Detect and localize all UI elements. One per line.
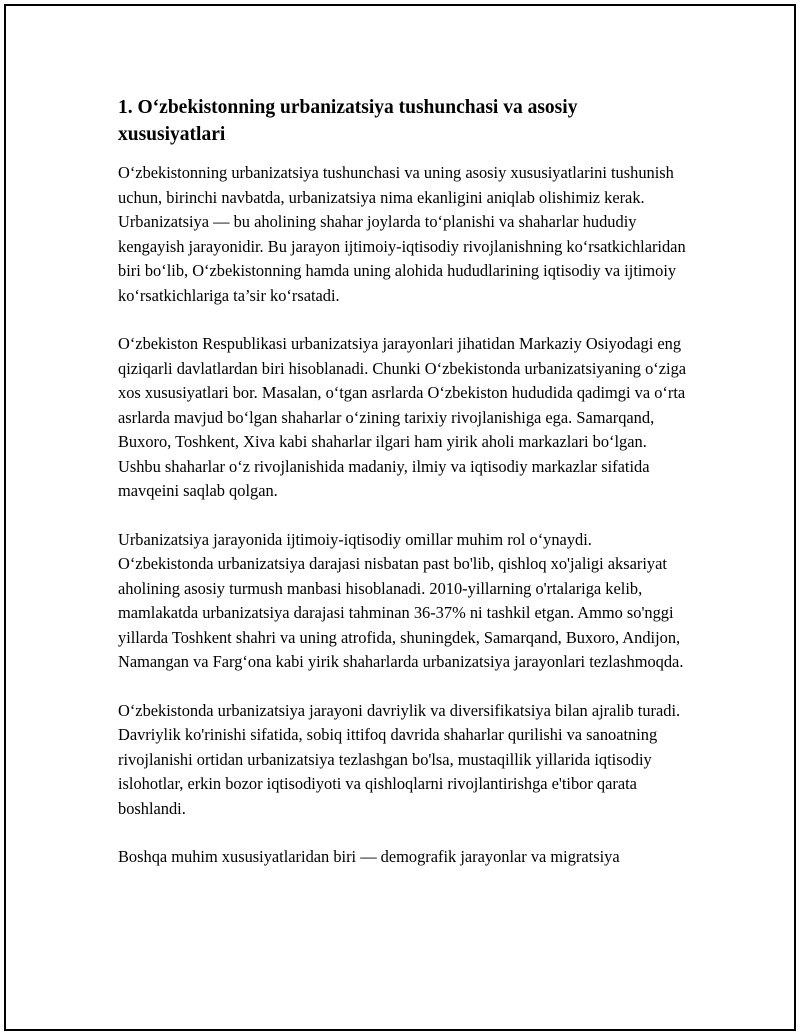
document-body — [118, 94, 688, 894]
paragraph-2: O‘zbekiston Respublikasi urbanizatsiya jarayonlari jihatidan Markaziy Osiyodagi eng qiziqarli davlatlardan biri hisoblanadi. Chunki O‘zbekistonda urbanizatsiyaning o‘ziga xos xususiyatlari bor. Masalan, o‘tgan asrlarda O‘zbekiston hududida qadimgi va o‘rta asrlarda mavjud bo‘lgan shaharlar o‘zining tarixiy rivojlanishiga ega. Samarqand, Buxoro, Toshkent, Xiva kabi shaharlar ilgari ham yirik aholi markazlari bo‘lgan. Ushbu shaharlar o‘z rivojlanishida madaniy, ilmiy va iqtisodiy markazlar sifatida mavqeini saqlab qolgan. — [118, 334, 687, 500]
paragraph-1: O‘zbekistonning urbanizatsiya tushunchasi va uning asosiy xususiyatlarini tushunish uchun, birinchi navbatda, urbanizatsiya nima ekanligini aniqlab olishimiz kerak. Urbanizatsiya — bu aholining shahar joylarda to‘planishi va shaharlar hududiy kengayish jarayonidir. Bu jarayon ijtimoiy-iqtisodiy rivojlanishning ko‘rsatkichlaridan biri bo‘lib, O‘zbekistonning hamda uning alohida hududlarining iqtisodiy va ijtimoiy ko‘rsatkichlariga ta’sir ko‘rsatadi. — [118, 163, 686, 305]
paragraph-5: Boshqa muhim xususiyatlaridan biri — demografik jarayonlar va migratsiya — [118, 847, 620, 866]
paragraph-3: Urbanizatsiya jarayonida ijtimoiy-iqtisodiy omillar muhim rol o‘ynaydi. O‘zbekistonda urbanizatsiya darajasi nisbatan past bo'lib, qishloq xo'jaligi aksariyat aholining asosiy turmush manbasi hisoblanadi. 2010-yillarning o'rtalariga kelib, mamlakatda urbanizatsiya darajasi tahminan 36-37% ni tashkil etgan. Ammo so'nggi yillarda Toshkent shahri va uning atrofida, shuningdek, Samarqand, Buxoro, Andijon, Namangan va Farg‘ona kabi yirik shaharlarda urbanizatsiya jarayonlari tezlashmoqda. — [118, 529, 684, 671]
section-heading: 1. O‘zbekistonning urbanizatsiya tushunchasi va asosiy xususiyatlari — [118, 97, 578, 145]
paragraph-4: O‘zbekistonda urbanizatsiya jarayoni davriylik va diversifikatsiya bilan ajralib turadi. Davriylik ko'rinishi sifatida, sobiq ittifoq davrida shaharlar qurilishi va sanoatning rivojlanishi ortidan urbanizatsiya tezlashgan bo'lsa, mustaqillik yillarida iqtisodiy islohotlar, erkin bozor iqtisodiyoti va qishloqlarni rivojlantirishga e'tibor qarata boshlandi. — [118, 700, 681, 818]
